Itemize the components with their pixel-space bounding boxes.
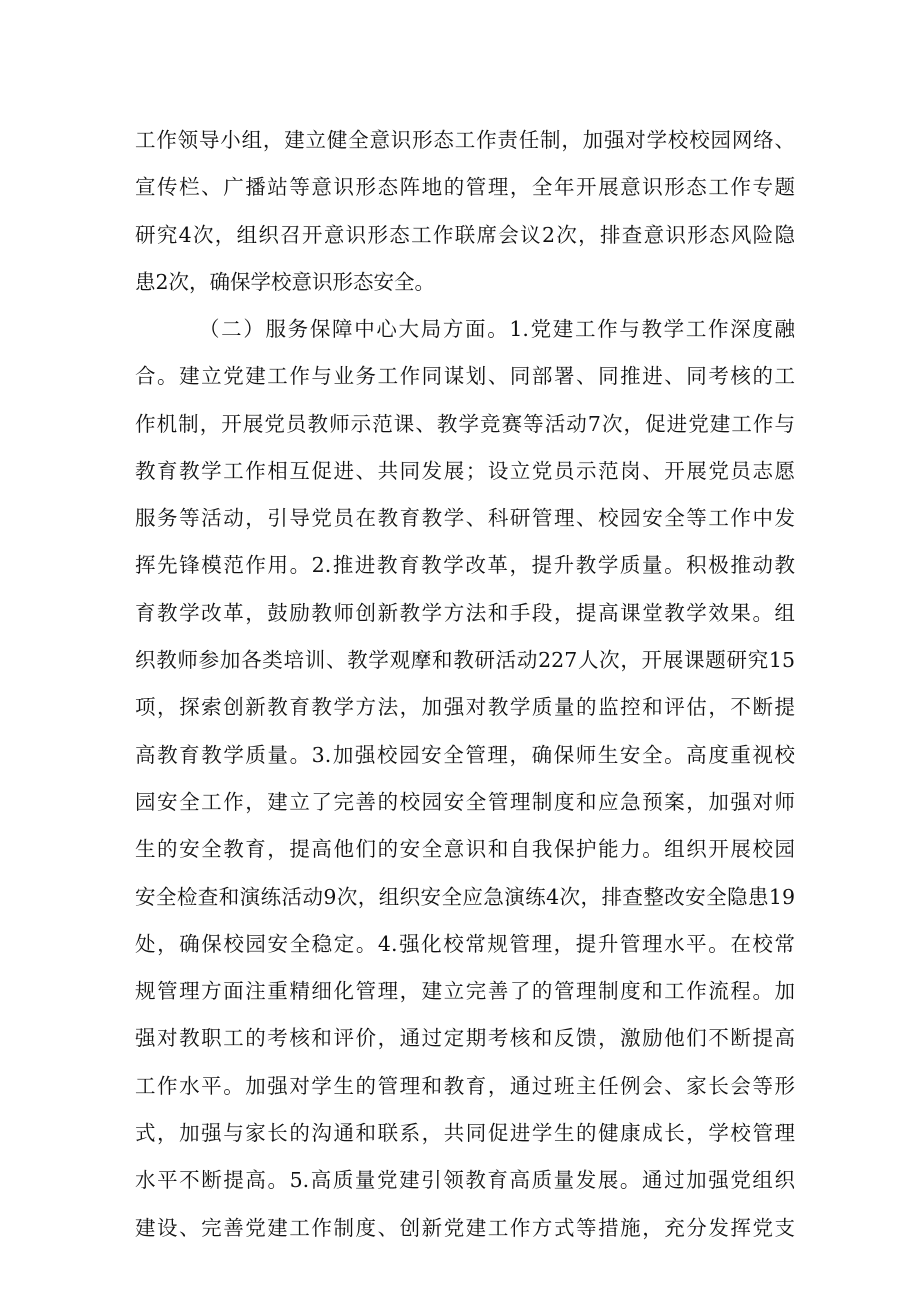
text-line: 作机制，开展党员教师示范课、教学竞赛等活动7次，促进党建工作与 — [135, 411, 795, 436]
paragraph-2 — [135, 306, 795, 1252]
text-line: 患2次，确保学校意识形态安全。 — [135, 269, 436, 294]
text-line: 项，探索创新教育教学方法，加强对教学质量的监控和评估，不断提 — [135, 695, 795, 720]
text-line: 服务等活动，引导党员在教育教学、科研管理、校园安全等工作中发 — [135, 506, 795, 531]
paragraph-1 — [135, 117, 795, 306]
text-line: 工作领导小组，建立健全意识形态工作责任制，加强对学校校园网络、 — [135, 128, 795, 152]
text-line: 建设、完善党建工作制度、创新党建工作方式等措施，充分发挥党支 — [135, 1215, 795, 1240]
text-line: 高教育教学质量。3.加强校园安全管理，确保师生安全。高度重视校 — [135, 742, 795, 767]
text-line: 处，确保校园安全稳定。4.强化校常规管理，提升管理水平。在校常 — [135, 931, 795, 956]
text-line: 工作水平。加强对学生的管理和教育，通过班主任例会、家长会等形 — [135, 1073, 795, 1098]
text-line: 生的安全教育，提高他们的安全意识和自我保护能力。组织开展校园 — [135, 837, 795, 862]
text-line: 织教师参加各类培训、教学观摩和教研活动227人次，开展课题研究15 — [135, 648, 795, 673]
text-line: 研究4次，组织召开意识形态工作联席会议2次，排查意识形态风险隐 — [135, 222, 795, 247]
text-line: 式，加强与家长的沟通和联系，共同促进学生的健康成长，学校管理 — [135, 1121, 795, 1146]
text-line: 规管理方面注重精细化管理，建立完善了的管理制度和工作流程。加 — [135, 979, 795, 1004]
text-line: 宣传栏、广播站等意识形态阵地的管理，全年开展意识形态工作专题 — [135, 175, 795, 200]
text-line: 育教学改革，鼓励教师创新教学方法和手段，提高课堂教学效果。组 — [135, 600, 795, 625]
text-line: 教育教学工作相互促进、共同发展；设立党员示范岗、开展党员志愿 — [135, 458, 795, 483]
text-line: 合。建立党建工作与业务工作同谋划、同部署、同推进、同考核的工 — [135, 364, 795, 389]
text-line: 园安全工作，建立了完善的校园安全管理制度和应急预案，加强对师 — [135, 789, 795, 814]
text-line: 挥先锋模范作用。2.推进教育教学改革，提升教学质量。积极推动教 — [135, 553, 795, 578]
text-line: 水平不断提高。5.高质量党建引领教育高质量发展。通过加强党组织 — [135, 1168, 795, 1193]
text-line: 安全检查和演练活动9次，组织安全应急演练4次，排查整改安全隐患19 — [135, 884, 795, 909]
text-line: 强对教职工的考核和评价，通过定期考核和反馈，激励他们不断提高 — [135, 1026, 795, 1051]
text-line: （二）服务保障中心大局方面。1.党建工作与教学工作深度融 — [199, 317, 795, 341]
